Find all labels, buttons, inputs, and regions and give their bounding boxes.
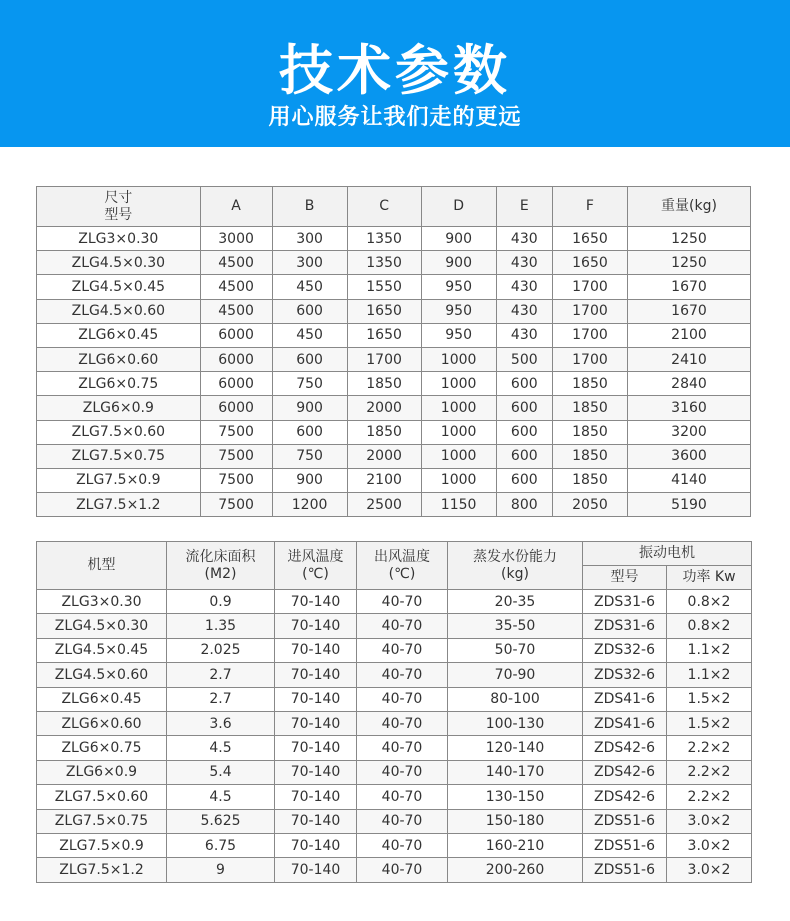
table-cell: 3600 (627, 444, 750, 468)
table-cell: 600 (272, 347, 347, 371)
table-cell: 3.0×2 (667, 809, 752, 833)
table-cell: 70-90 (448, 663, 583, 687)
table-cell: 430 (496, 227, 552, 251)
table-cell: 1200 (272, 493, 347, 517)
area-header-unit: (M2) (204, 565, 237, 582)
table-row (37, 760, 752, 784)
table-cell: 1000 (421, 396, 496, 420)
table-cell: 600 (272, 299, 347, 323)
table-cell: 600 (496, 468, 552, 492)
table-cell: 100-130 (448, 711, 583, 735)
table-cell: 1700 (552, 299, 627, 323)
performance-table-body (37, 590, 752, 883)
table-cell: 1000 (421, 444, 496, 468)
table-cell: 5.625 (167, 809, 275, 833)
table-cell: 4.5 (167, 736, 275, 760)
table-row (37, 347, 751, 371)
corner-header-cell (37, 187, 201, 227)
outlet-temp-label: 出风温度 (374, 548, 430, 565)
model-cell: ZLG4.5×0.45 (37, 638, 167, 662)
table-row (37, 809, 752, 833)
table-cell: 0.9 (167, 590, 275, 614)
table-cell: 70-140 (275, 663, 357, 687)
table-cell: 40-70 (357, 785, 448, 809)
table-cell: 2.025 (167, 638, 275, 662)
table-cell: 1150 (421, 493, 496, 517)
table-cell: ZDS32-6 (583, 638, 667, 662)
table-cell: 1.5×2 (667, 687, 752, 711)
model-cell: ZLG6×0.9 (37, 760, 167, 784)
table-cell: 600 (496, 444, 552, 468)
table-cell: 4.5 (167, 785, 275, 809)
table-cell: 1700 (552, 275, 627, 299)
table-cell: 3200 (627, 420, 750, 444)
table-cell: 950 (421, 275, 496, 299)
table-cell: 4500 (200, 275, 272, 299)
table-row (37, 323, 751, 347)
area-header-label: 流化床面积 (185, 548, 256, 565)
table-cell: 1650 (552, 251, 627, 275)
column-header: B (272, 187, 347, 227)
table-cell: 1700 (552, 347, 627, 371)
table-cell: 70-140 (275, 736, 357, 760)
column-header: A (200, 187, 272, 227)
model-cell: ZLG6×0.75 (37, 736, 167, 760)
outlet-temp-unit: (℃) (388, 565, 416, 582)
table-cell: 2.2×2 (667, 785, 752, 809)
table-cell: 3.0×2 (667, 858, 752, 882)
table-row (37, 420, 751, 444)
table-cell: 1650 (552, 227, 627, 251)
model-cell: ZLG3×0.30 (37, 227, 201, 251)
table-cell: 1.5×2 (667, 711, 752, 735)
table-cell: 1350 (347, 227, 421, 251)
table-cell: 600 (496, 372, 552, 396)
table-cell: 40-70 (357, 736, 448, 760)
table-row (37, 638, 752, 662)
table-cell: 40-70 (357, 638, 448, 662)
table-cell: 40-70 (357, 687, 448, 711)
corner-model-label: 型号 (104, 206, 133, 223)
table-cell: 9 (167, 858, 275, 882)
table-row (37, 858, 752, 882)
table-cell: 1000 (421, 468, 496, 492)
table-cell: 600 (496, 420, 552, 444)
table-cell: 1650 (347, 299, 421, 323)
model-cell: ZLG6×0.60 (37, 347, 201, 371)
table-cell: 900 (421, 227, 496, 251)
table-cell: 6000 (200, 396, 272, 420)
table-cell: 2410 (627, 347, 750, 371)
model-cell: ZLG7.5×1.2 (37, 493, 201, 517)
table-cell: 2500 (347, 493, 421, 517)
table-cell: 2100 (347, 468, 421, 492)
table-cell: 1650 (347, 323, 421, 347)
table-cell: 1000 (421, 420, 496, 444)
model-cell: ZLG7.5×0.9 (37, 468, 201, 492)
column-header: 重量(kg) (627, 187, 750, 227)
table-cell: 900 (272, 396, 347, 420)
table-row (37, 227, 751, 251)
table-cell: 1000 (421, 372, 496, 396)
table-cell: 120-140 (448, 736, 583, 760)
table-cell: 1850 (347, 372, 421, 396)
motor-power-header: 功率 Kw (667, 566, 752, 590)
table-cell: 600 (272, 420, 347, 444)
table-cell: 40-70 (357, 614, 448, 638)
dimensions-header-row (37, 187, 751, 227)
table-cell: 40-70 (357, 760, 448, 784)
model-header: 机型 (37, 542, 167, 590)
table-cell: 140-170 (448, 760, 583, 784)
table-cell: 300 (272, 227, 347, 251)
model-cell: ZLG7.5×0.60 (37, 420, 201, 444)
corner-size-label: 尺寸 (104, 189, 133, 206)
table-cell: 2.2×2 (667, 736, 752, 760)
outlet-temp-header (357, 542, 448, 590)
table-cell: 6000 (200, 372, 272, 396)
table-row (37, 299, 751, 323)
table-cell: 1550 (347, 275, 421, 299)
table-cell: 1700 (552, 323, 627, 347)
table-row (37, 736, 752, 760)
table-cell: 750 (272, 444, 347, 468)
table-row (37, 711, 752, 735)
table-cell: 430 (496, 251, 552, 275)
table-cell: 2000 (347, 444, 421, 468)
table-cell: 130-150 (448, 785, 583, 809)
table-cell: 70-140 (275, 833, 357, 857)
table-cell: 800 (496, 493, 552, 517)
column-header: D (421, 187, 496, 227)
table-cell: 80-100 (448, 687, 583, 711)
table-cell: 6.75 (167, 833, 275, 857)
model-cell: ZLG3×0.30 (37, 590, 167, 614)
table-cell: 3000 (200, 227, 272, 251)
model-cell: ZLG4.5×0.30 (37, 614, 167, 638)
inlet-temp-label: 进风温度 (287, 548, 344, 565)
table-cell: ZDS42-6 (583, 760, 667, 784)
table-cell: 40-70 (357, 711, 448, 735)
table-cell: 7500 (200, 468, 272, 492)
table-cell: 70-140 (275, 785, 357, 809)
model-cell: ZLG7.5×0.75 (37, 809, 167, 833)
table-row (37, 833, 752, 857)
table-row (37, 687, 752, 711)
table-row (37, 396, 751, 420)
table-cell: 1250 (627, 251, 750, 275)
evaporation-header (448, 542, 583, 590)
table-cell: 1850 (552, 372, 627, 396)
column-header: F (552, 187, 627, 227)
table-cell: 430 (496, 275, 552, 299)
dimensions-table-body (37, 227, 751, 517)
table-cell: 6000 (200, 347, 272, 371)
area-header (167, 542, 275, 590)
model-cell: ZLG7.5×1.2 (37, 858, 167, 882)
performance-table (36, 541, 752, 883)
table-cell: 70-140 (275, 809, 357, 833)
evaporation-unit: (kg) (501, 565, 529, 582)
model-cell: ZLG6×0.45 (37, 323, 201, 347)
table-cell: ZDS41-6 (583, 687, 667, 711)
table-row (37, 614, 752, 638)
table-cell: 1670 (627, 275, 750, 299)
table-cell: 1350 (347, 251, 421, 275)
table-row (37, 590, 752, 614)
model-cell: ZLG4.5×0.60 (37, 299, 201, 323)
table-cell: 2050 (552, 493, 627, 517)
table-cell: 750 (272, 372, 347, 396)
table-row (37, 372, 751, 396)
table-row (37, 468, 751, 492)
table-cell: 3160 (627, 396, 750, 420)
table-cell: ZDS42-6 (583, 736, 667, 760)
table-cell: 20-35 (448, 590, 583, 614)
table-cell: 1850 (552, 468, 627, 492)
table-cell: ZDS41-6 (583, 711, 667, 735)
motor-type-header: 型号 (583, 566, 667, 590)
table-cell: ZDS51-6 (583, 833, 667, 857)
table-cell: ZDS51-6 (583, 809, 667, 833)
table-cell: 4500 (200, 251, 272, 275)
table-row (37, 493, 751, 517)
table-cell: 70-140 (275, 687, 357, 711)
table-cell: 950 (421, 299, 496, 323)
table-cell: 1850 (347, 420, 421, 444)
table-cell: 1.35 (167, 614, 275, 638)
table-cell: 1.1×2 (667, 663, 752, 687)
table-cell: 7500 (200, 493, 272, 517)
table-cell: 40-70 (357, 809, 448, 833)
table-cell: 2.2×2 (667, 760, 752, 784)
table-cell: 1000 (421, 347, 496, 371)
table-cell: 7500 (200, 420, 272, 444)
model-cell: ZLG6×0.9 (37, 396, 201, 420)
table-cell: 450 (272, 275, 347, 299)
table-cell: 160-210 (448, 833, 583, 857)
table-cell: 900 (421, 251, 496, 275)
table-cell: 950 (421, 323, 496, 347)
table-cell: 600 (496, 396, 552, 420)
table-row (37, 444, 751, 468)
table-cell: 5.4 (167, 760, 275, 784)
model-cell: ZLG7.5×0.9 (37, 833, 167, 857)
vibration-motor-header: 振动电机 (583, 542, 752, 566)
model-cell: ZLG6×0.75 (37, 372, 201, 396)
table-cell: 1850 (552, 420, 627, 444)
inlet-temp-unit: (℃) (302, 565, 329, 582)
table-cell: 2100 (627, 323, 750, 347)
column-header: C (347, 187, 421, 227)
table-cell: 1850 (552, 444, 627, 468)
table-cell: 200-260 (448, 858, 583, 882)
table-cell: 1.1×2 (667, 638, 752, 662)
model-cell: ZLG4.5×0.60 (37, 663, 167, 687)
table-cell: 70-140 (275, 638, 357, 662)
table-cell: 0.8×2 (667, 614, 752, 638)
model-cell: ZLG6×0.45 (37, 687, 167, 711)
model-cell: ZLG7.5×0.60 (37, 785, 167, 809)
table-cell: 450 (272, 323, 347, 347)
table-cell: 70-140 (275, 858, 357, 882)
table-cell: 0.8×2 (667, 590, 752, 614)
table-cell: ZDS31-6 (583, 614, 667, 638)
table-cell: 40-70 (357, 858, 448, 882)
table-row (37, 785, 752, 809)
table-cell: 7500 (200, 444, 272, 468)
evaporation-label: 蒸发水份能力 (473, 548, 557, 565)
table-cell: 3.0×2 (667, 833, 752, 857)
table-cell: ZDS31-6 (583, 590, 667, 614)
table-cell: 430 (496, 299, 552, 323)
table-cell: 70-140 (275, 614, 357, 638)
table-cell: 900 (272, 468, 347, 492)
table-cell: ZDS42-6 (583, 785, 667, 809)
table-cell: 70-140 (275, 760, 357, 784)
inlet-temp-header (275, 542, 357, 590)
table-cell: 300 (272, 251, 347, 275)
table-cell: 40-70 (357, 833, 448, 857)
table-cell: 40-70 (357, 663, 448, 687)
table-cell: 1250 (627, 227, 750, 251)
table-cell: 2.7 (167, 663, 275, 687)
column-header: E (496, 187, 552, 227)
table-cell: 35-50 (448, 614, 583, 638)
table-cell: 4500 (200, 299, 272, 323)
table-cell: 1670 (627, 299, 750, 323)
table-cell: 50-70 (448, 638, 583, 662)
model-cell: ZLG4.5×0.30 (37, 251, 201, 275)
table-cell: 2000 (347, 396, 421, 420)
table-row (37, 251, 751, 275)
table-row (37, 663, 752, 687)
table-cell: 3.6 (167, 711, 275, 735)
table-cell: 1850 (552, 396, 627, 420)
table-cell: 2840 (627, 372, 750, 396)
table-cell: 70-140 (275, 711, 357, 735)
model-cell: ZLG6×0.60 (37, 711, 167, 735)
table-cell: 2.7 (167, 687, 275, 711)
header-banner (0, 0, 790, 147)
table-cell: 1700 (347, 347, 421, 371)
page-title: 技术参数 (279, 39, 511, 102)
table-row (37, 275, 751, 299)
table-cell: 6000 (200, 323, 272, 347)
table-cell: 70-140 (275, 590, 357, 614)
table-cell: ZDS32-6 (583, 663, 667, 687)
model-cell: ZLG7.5×0.75 (37, 444, 201, 468)
table-cell: 150-180 (448, 809, 583, 833)
table-cell: 5190 (627, 493, 750, 517)
page-subtitle: 用心服务让我们走的更远 (268, 105, 522, 130)
performance-header-row (37, 542, 752, 566)
table-cell: 40-70 (357, 590, 448, 614)
table-cell: 430 (496, 323, 552, 347)
model-cell: ZLG4.5×0.45 (37, 275, 201, 299)
dimensions-table (36, 186, 751, 517)
table-cell: 4140 (627, 468, 750, 492)
table-cell: ZDS51-6 (583, 858, 667, 882)
table-cell: 500 (496, 347, 552, 371)
